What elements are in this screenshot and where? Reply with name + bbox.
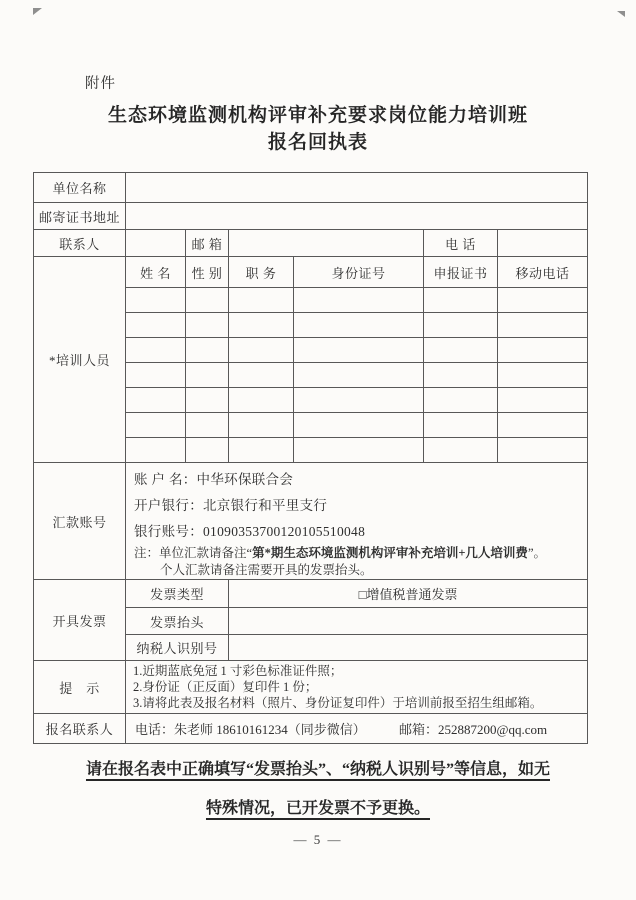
unit-name-field (126, 173, 588, 203)
trainee-cell (186, 388, 229, 413)
registration-contact-details (126, 714, 588, 744)
taxid-label: 纳税人识别号 (126, 635, 229, 661)
trainee-cell (186, 363, 229, 388)
trainee-cell (186, 338, 229, 363)
trainee-cell (126, 313, 186, 338)
tips-row (34, 661, 588, 714)
trainee-cell (229, 363, 294, 388)
trainee-cell (186, 438, 229, 463)
tip-item-3: 3.请将此表及报名材料（照片、身份证复印件）于培训前报至招生组邮箱。 (133, 696, 543, 710)
remit-note-suffix: ”。 (527, 546, 546, 560)
trainee-cell (498, 288, 588, 313)
phone-label: 电 话 (424, 230, 498, 257)
trainee-cell (229, 388, 294, 413)
registration-contact-phone: 电话：朱老师 18610161234（同步微信） (135, 722, 366, 737)
trainee-cell (424, 438, 498, 463)
contact-label: 联系人 (34, 230, 126, 257)
trainee-cell (126, 438, 186, 463)
trainee-cell (424, 338, 498, 363)
trainee-cell (186, 288, 229, 313)
trainee-cell (424, 388, 498, 413)
trainee-cell (498, 313, 588, 338)
trainee-cell (294, 388, 424, 413)
invoice-type-value: □增值税普通发票 (229, 580, 588, 608)
registration-contact-label: 报名联系人 (34, 714, 126, 744)
trainee-cell (126, 288, 186, 313)
scan-artifact-top-left (33, 8, 42, 15)
remit-note-prefix: 注：单位汇款请备注“ (134, 546, 253, 560)
remittance-row (34, 463, 588, 580)
trainee-cell (229, 313, 294, 338)
mail-address-row (34, 203, 588, 230)
trainee-header-certificate: 申报证书 (424, 257, 498, 288)
email-field (229, 230, 424, 257)
trainee-cell (294, 338, 424, 363)
page-number: — 5 — (293, 832, 343, 847)
trainee-cell (498, 438, 588, 463)
form-title-line2: 报名回执表 (267, 132, 368, 153)
invoice-type-label: 发票类型 (126, 580, 229, 608)
contact-field (126, 230, 186, 257)
scan-artifact-top-right (617, 11, 625, 17)
trainee-cell (294, 288, 424, 313)
trainee-header-gender: 性 别 (186, 257, 229, 288)
registration-contact-email: 邮箱：252887200@qq.com (399, 722, 548, 737)
footer-notice (0, 750, 636, 828)
form-title (0, 102, 636, 156)
trainee-cell (424, 288, 498, 313)
remit-note-line2: 个人汇款请备注需要开具的发票抬头。 (160, 563, 373, 577)
trainee-header-mobile: 移动电话 (498, 257, 588, 288)
trainee-cell (424, 413, 498, 438)
remit-note (134, 545, 583, 562)
trainee-cell (229, 288, 294, 313)
trainee-cell (294, 438, 424, 463)
remit-bank: 开户银行：北京银行和平里支行 (134, 498, 328, 513)
trainee-cell (229, 413, 294, 438)
trainee-cell (186, 313, 229, 338)
registration-form-table (33, 172, 588, 744)
phone-field (498, 230, 588, 257)
remit-account-number: 银行账号：01090353700120105510048 (134, 524, 366, 539)
invoice-type-row (34, 580, 588, 608)
trainee-cell (229, 338, 294, 363)
remittance-details (126, 463, 588, 580)
tip-item-1: 1.近期蓝底免冠 1 寸彩色标准证件照； (133, 664, 343, 678)
trainees-label: *培训人员 (34, 257, 126, 463)
contact-row (34, 230, 588, 257)
tip-item-2: 2.身份证（正反面）复印件 1 份； (133, 680, 318, 694)
trainee-cell (424, 313, 498, 338)
trainee-cell (498, 413, 588, 438)
footer-notice-line2: 特殊情况，已开发票不予更换。 (205, 800, 430, 817)
remittance-label: 汇款账号 (34, 463, 126, 580)
unit-name-row (34, 173, 588, 203)
trainee-cell (424, 363, 498, 388)
registration-contact-row (34, 714, 588, 744)
trainee-cell (126, 338, 186, 363)
remit-note-bold: 第*期生态环境监测机构评审补充培训+几人培训费 (252, 546, 528, 560)
trainee-header-name: 姓 名 (126, 257, 186, 288)
mail-address-label: 邮寄证书地址 (34, 203, 126, 230)
mail-address-field (126, 203, 588, 230)
invoice-label: 开具发票 (34, 580, 126, 661)
trainee-cell (498, 338, 588, 363)
email-label: 邮 箱 (186, 230, 229, 257)
trainee-cell (498, 388, 588, 413)
trainee-header-position: 职 务 (229, 257, 294, 288)
taxid-field (229, 635, 588, 661)
trainee-cell (126, 413, 186, 438)
trainee-cell (126, 363, 186, 388)
attachment-label: 附件 (85, 76, 116, 92)
trainee-cell (294, 313, 424, 338)
form-title-line1: 生态环境监测机构评审补充要求岗位能力培训班 (107, 105, 528, 126)
trainee-cell (294, 363, 424, 388)
remit-account-name: 账 户 名：中华环保联合会 (134, 472, 294, 487)
trainee-cell (186, 413, 229, 438)
trainee-cell (294, 413, 424, 438)
invoice-title-field (229, 608, 588, 635)
trainee-header-row (34, 257, 588, 288)
trainee-cell (126, 388, 186, 413)
tips-label: 提 示 (34, 661, 126, 714)
footer-notice-line1: 请在报名表中正确填写“发票抬头”、“纳税人识别号”等信息，如无 (85, 761, 550, 778)
invoice-title-label: 发票抬头 (126, 608, 229, 635)
tips-content (126, 661, 588, 714)
unit-name-label: 单位名称 (34, 173, 126, 203)
trainee-cell (229, 438, 294, 463)
trainee-header-id-number: 身份证号 (294, 257, 424, 288)
trainee-cell (498, 363, 588, 388)
